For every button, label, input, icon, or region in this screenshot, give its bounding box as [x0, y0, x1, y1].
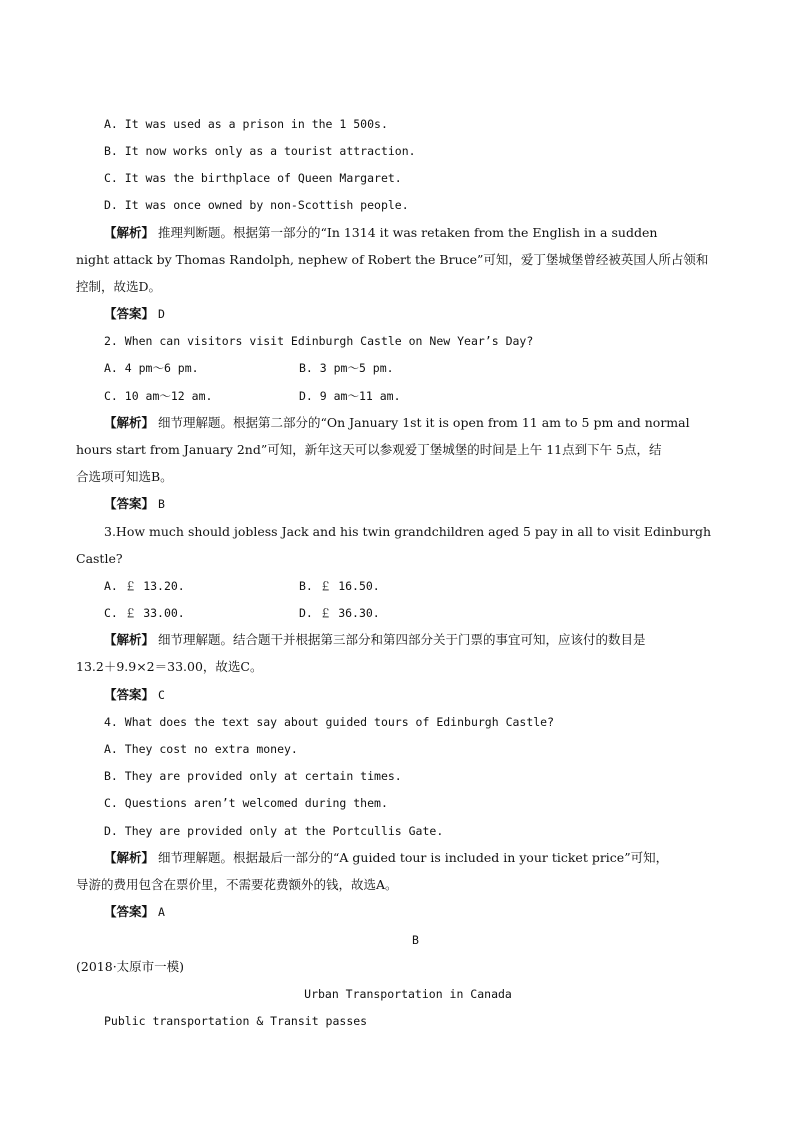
- q4-option-b: B. They are provided only at certain times.: [104, 769, 402, 783]
- q2-question: 2. When can visitors visit Edinburgh Castle on New Year’s Day?: [104, 334, 534, 348]
- q3-option-a: A. ￡ 13.20.: [104, 579, 185, 593]
- q3-answer: [104, 687, 165, 703]
- q2-analysis-line-3: 合选项可知选B。: [76, 469, 173, 484]
- answer-value: B: [158, 497, 165, 511]
- analysis-tag: 【解析】: [104, 225, 155, 240]
- analysis-tag: 【解析】: [104, 850, 155, 865]
- passage-title: Urban Transportation in Canada: [304, 987, 512, 1001]
- q1-analysis-line-3: 控制，故选D。: [76, 279, 162, 294]
- analysis-text: 细节理解题。根据第二部分的“On January 1st it is open from 11 am to 5 pm and normal: [158, 415, 690, 430]
- answer-value: C: [158, 688, 165, 702]
- q1-analysis-line-2: night attack by Thomas Randolph, nephew of Robert the Bruce”可知，爱丁堡城堡曾经被英国人所占领和: [76, 252, 709, 267]
- q3-analysis-line-2: 13.2＋9.9×2＝33.00，故选C。: [76, 659, 263, 674]
- q3-option-d: D. ￡ 36.30.: [299, 606, 380, 620]
- q1-answer: [104, 306, 165, 322]
- q2-answer: [104, 496, 165, 512]
- q4-question: 4. What does the text say about guided tours of Edinburgh Castle?: [104, 715, 555, 729]
- section-label: B: [412, 933, 419, 947]
- q1-option-b: B. It now works only as a tourist attraction.: [104, 144, 416, 158]
- q3-option-b: B. ￡ 16.50.: [299, 579, 380, 593]
- answer-tag: 【答案】: [104, 496, 155, 511]
- q4-answer: [104, 904, 165, 920]
- q4-option-d: D. They are provided only at the Portcullis Gate.: [104, 824, 444, 838]
- q2-option-a: A. 4 pm～6 pm.: [104, 361, 199, 375]
- q1-analysis: [104, 225, 657, 241]
- answer-tag: 【答案】: [104, 306, 155, 321]
- q2-option-c: C. 10 am～12 am.: [104, 389, 213, 403]
- analysis-tag: 【解析】: [104, 415, 155, 430]
- analysis-text: 细节理解题。根据最后一部分的“A guided tour is included in your ticket price”可知，: [158, 850, 669, 865]
- q3-question: 3.How much should jobless Jack and his twin grandchildren aged 5 pay in all to visit Edinburgh: [104, 524, 712, 539]
- answer-tag: 【答案】: [104, 904, 155, 919]
- passage-subtitle: Public transportation & Transit passes: [104, 1014, 368, 1028]
- q1-option-d: D. It was once owned by non-Scottish people.: [104, 198, 409, 212]
- answer-value: D: [158, 307, 165, 321]
- q2-option-b: B. 3 pm～5 pm.: [299, 361, 394, 375]
- answer-value: A: [158, 905, 165, 919]
- q2-analysis: [104, 415, 690, 431]
- analysis-tag: 【解析】: [104, 632, 155, 647]
- analysis-text: 推理判断题。根据第一部分的“In 1314 it was retaken from the English in a sudden: [158, 225, 658, 240]
- q2-option-d: D. 9 am～11 am.: [299, 389, 401, 403]
- q4-analysis: [104, 850, 668, 866]
- section-source: (2018·太原市一模): [76, 959, 185, 974]
- q4-option-a: A. They cost no extra money.: [104, 742, 298, 756]
- q2-analysis-line-2: hours start from January 2nd”可知，新年这天可以参观爱丁堡城堡的时间是上午 11点到下午 5点，结: [76, 442, 662, 457]
- q3-option-c: C. ￡ 33.00.: [104, 606, 185, 620]
- answer-tag: 【答案】: [104, 687, 155, 702]
- q4-analysis-line-2: 导游的费用包含在票价里，不需要花费额外的钱，故选A。: [76, 877, 398, 892]
- q3-question-line-2: Castle?: [76, 551, 123, 566]
- analysis-text: 细节理解题。结合题干并根据第三部分和第四部分关于门票的事宜可知，应该付的数目是: [158, 632, 646, 647]
- q1-option-c: C. It was the birthplace of Queen Margaret.: [104, 171, 402, 185]
- q3-analysis: [104, 632, 646, 648]
- q4-option-c: C. Questions aren’t welcomed during them.: [104, 796, 388, 810]
- q1-option-a: A. It was used as a prison in the 1 500s.: [104, 117, 388, 131]
